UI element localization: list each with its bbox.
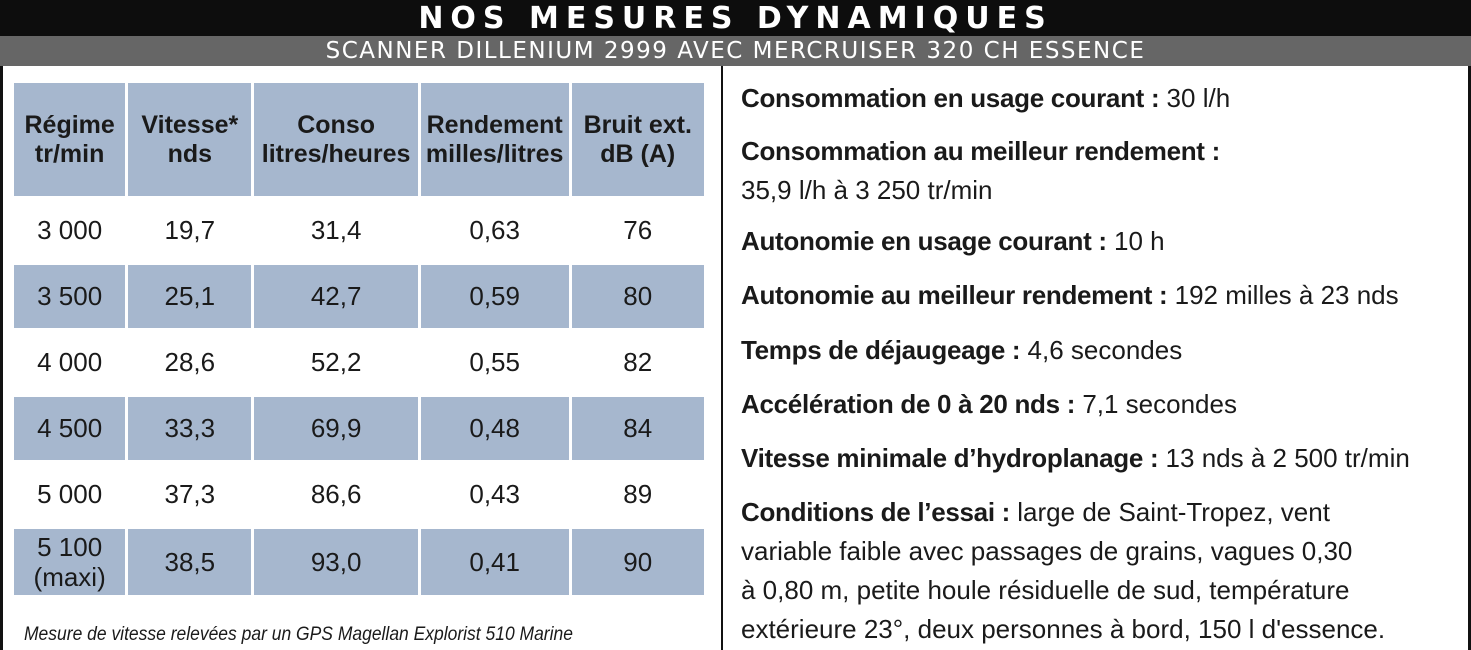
table-header-row <box>14 83 704 196</box>
spec-label: Vitesse minimale d’hydroplanage : <box>741 443 1159 473</box>
cell-regime: 3 000 <box>37 215 103 245</box>
cell-bruit: 80 <box>572 265 705 328</box>
cell-regime <box>14 529 125 595</box>
spec-label: Accélération de 0 à 20 nds : <box>741 389 1076 419</box>
spec-label: Autonomie au meilleur rendement : <box>741 280 1168 310</box>
cell-regime: 5 000 <box>37 479 103 509</box>
cell-conso: 42,7 <box>254 265 417 328</box>
header-line: nds <box>167 139 213 168</box>
header-line: Bruit ext. <box>583 110 692 139</box>
cell-bruit: 89 <box>623 479 653 509</box>
column-divider <box>721 66 723 650</box>
cell-regime-note: (maxi) <box>33 562 106 592</box>
conditions-line: extérieure 23°, deux personnes à bord, 150 l d'essence. <box>741 614 1386 644</box>
cell-vitesse: 33,3 <box>128 397 251 460</box>
table-row <box>14 331 704 394</box>
cell-regime: 4 000 <box>37 347 103 377</box>
spec-autonomie-courant <box>741 222 1165 261</box>
conditions-line: à 0,80 m, petite houle résiduelle de sud, température <box>741 575 1350 605</box>
table-row <box>14 199 704 262</box>
cell-bruit: 84 <box>572 397 705 460</box>
table-row <box>14 463 704 526</box>
spec-autonomie-meilleur <box>741 276 1399 315</box>
table-row <box>14 397 704 460</box>
header-vitesse <box>128 83 251 196</box>
cell-regime-value: 5 100 <box>37 532 103 562</box>
header-line: Rendement <box>426 110 563 139</box>
header-conso <box>254 83 417 196</box>
cell-vitesse: 28,6 <box>164 347 216 377</box>
spec-value: 192 milles à 23 nds <box>1174 280 1399 310</box>
cell-regime: 3 500 <box>14 265 125 328</box>
spec-value: 4,6 secondes <box>1027 335 1183 365</box>
cell-bruit: 76 <box>623 215 653 245</box>
measurements-table <box>11 80 707 598</box>
cell-conso: 69,9 <box>254 397 417 460</box>
cell-vitesse: 19,7 <box>164 215 216 245</box>
header-line: litres/heures <box>261 139 411 168</box>
spec-label: Consommation au meilleur rendement : <box>741 136 1220 166</box>
cell-rendement: 0,41 <box>421 529 569 595</box>
spec-conso-meilleur <box>741 132 1220 210</box>
cell-rendement: 0,63 <box>469 215 520 245</box>
cell-regime: 4 500 <box>14 397 125 460</box>
cell-conso: 93,0 <box>254 529 417 595</box>
spec-label: Autonomie en usage courant : <box>741 226 1107 256</box>
spec-acceleration <box>741 385 1237 424</box>
header-regime <box>14 83 125 196</box>
cell-conso: 31,4 <box>310 215 362 245</box>
page-title: NOS MESURES DYNAMIQUES <box>0 0 1471 36</box>
table-row <box>14 529 704 595</box>
spec-hydroplanage <box>741 439 1410 478</box>
cell-vitesse: 38,5 <box>128 529 251 595</box>
spec-label: Conditions de l’essai : <box>741 497 1011 527</box>
cell-rendement: 0,43 <box>469 479 520 509</box>
header-rendement <box>421 83 569 196</box>
header-line: Régime <box>24 110 115 139</box>
spec-value: 10 h <box>1113 226 1165 256</box>
cell-conso: 52,2 <box>310 347 362 377</box>
cell-rendement: 0,48 <box>421 397 569 460</box>
spec-label: Consommation en usage courant : <box>741 83 1160 113</box>
table-row <box>14 265 704 328</box>
spec-label: Temps de déjaugeage : <box>741 335 1021 365</box>
header-bruit <box>572 83 705 196</box>
table-footnote: Mesure de vitesse relevées par un GPS Magellan Explorist 510 Marine <box>24 624 573 645</box>
cell-conso: 86,6 <box>310 479 362 509</box>
spec-conditions <box>741 493 1441 649</box>
spec-value: 35,9 l/h à 3 250 tr/min <box>741 175 993 205</box>
cell-vitesse: 37,3 <box>164 479 216 509</box>
cell-bruit: 82 <box>623 347 653 377</box>
header-line: Vitesse* <box>141 110 239 139</box>
spec-value: 30 l/h <box>1166 83 1231 113</box>
spec-value: 7,1 secondes <box>1082 389 1237 419</box>
cell-bruit: 90 <box>572 529 705 595</box>
header-line: Conso <box>297 110 375 139</box>
spec-dejaugeage <box>741 331 1182 370</box>
conditions-line: variable faible avec passages de grains, vagues 0,30 <box>741 536 1353 566</box>
measurements-table-container <box>14 83 706 598</box>
header-line: dB (A) <box>600 139 676 168</box>
spec-value: 13 nds à 2 500 tr/min <box>1165 443 1410 473</box>
cell-vitesse: 25,1 <box>128 265 251 328</box>
spec-value: large de Saint-Tropez, vent <box>1017 497 1330 527</box>
cell-rendement: 0,59 <box>421 265 569 328</box>
conditions-line <box>741 493 1441 532</box>
spec-conso-courant <box>741 79 1230 118</box>
cell-rendement: 0,55 <box>469 347 520 377</box>
page-subtitle: SCANNER DILLENIUM 2999 AVEC MERCRUISER 320 CH ESSENCE <box>0 36 1471 66</box>
header-line: milles/litres <box>425 139 564 168</box>
header-line: tr/min <box>34 139 105 168</box>
